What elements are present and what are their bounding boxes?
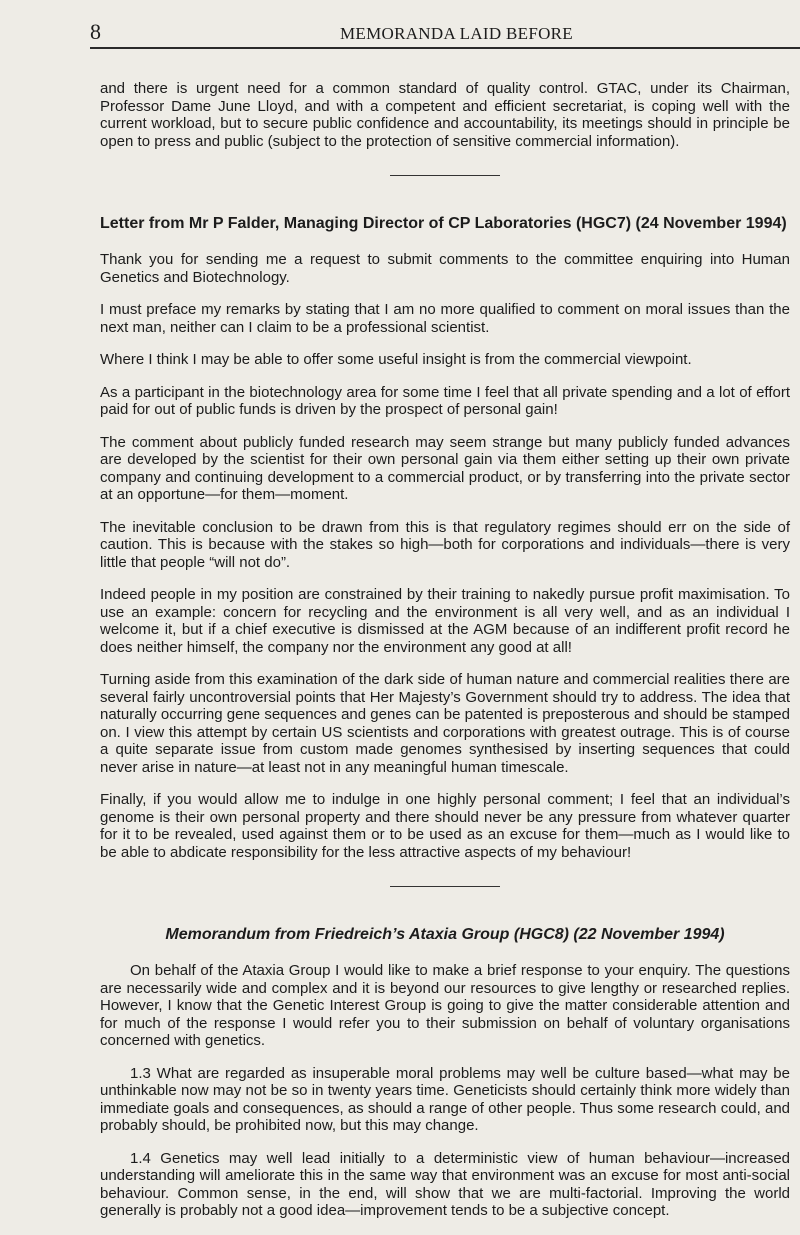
letter-paragraph: The inevitable conclusion to be drawn from this is that regulatory regimes should err on the side of caution. This is because with the stakes so high—both for corporations and individuals—there is very little that people “will not do”.	[100, 518, 790, 571]
letter-paragraph: As a participant in the biotechnology area for some time I feel that all private spending and a lot of effort paid for out of public funds is driven by the prospect of personal gain!	[100, 383, 790, 418]
memorandum-section	[100, 925, 790, 1220]
section-divider	[390, 175, 500, 176]
page-content	[100, 80, 790, 1235]
letter-paragraph: Thank you for sending me a request to submit comments to the committee enquiring into Human Genetics and Biotechnology.	[100, 251, 790, 286]
letter-paragraph: Turning aside from this examination of the dark side of human nature and commercial realities there are several fairly uncontroversial points that Her Majesty’s Government should try to address. The idea that naturally occurring gene sequences and genes can be patented is preposterous and should be stamped on. I view this attempt by certain US scientists and corporations with greatest outrage. This is of course a quite separate issue from custom made genomes synthesised by inserting sequences that could never arise in nature—at least not in any meaningful human timescale.	[100, 671, 790, 776]
running-header	[90, 20, 790, 50]
letter-paragraph: Where I think I may be able to offer some useful insight is from the commercial viewpoint.	[100, 351, 692, 368]
letter-paragraph: Indeed people in my position are constrained by their training to nakedly pursue profit maximisation. To use an example: concern for recycling and the environment is all very well, and as an individual I welcome it, but if a chief executive is dismissed at the AGM because of an indifferent profit record he does neither himself, the company nor the environment any good at all!	[100, 586, 790, 656]
header-rule	[90, 47, 800, 49]
letter-paragraph: Finally, if you would allow me to indulge in one highly personal comment; I feel that an individual’s genome is their own personal property and there should never be any pressure from whatever quarter for it to be revealed, used against them or to be used as an excuse for them—much as I would like to be able to abdicate responsibility for the less attractive aspects of my behaviour!	[100, 791, 790, 861]
section-divider	[390, 886, 500, 887]
page-number: 8	[90, 19, 101, 44]
letter-heading: Letter from Mr P Falder, Managing Director of CP Laboratories (HGC7) (24 November 1994)	[100, 215, 787, 232]
letter-section	[100, 214, 790, 861]
intro-paragraph: and there is urgent need for a common standard of quality control. GTAC, under its Chairman, Professor Dame June Lloyd, and with a competent and efficient secretariat, is coping well with the current workload, but to secure public confidence and accountability, its meetings should in principle be open to press and public (subject to the protection of sensitive commercial information).	[100, 80, 790, 150]
memorandum-paragraph: 1.4 Genetics may well lead initially to a deterministic view of human behaviour—increased understanding will ameliorate this in the same way that environment was an excuse for most anti-social behaviour. Common sense, in the end, will show that we are multi-factorial. Improving the world generally is probably not a good idea—improvement tends to be a subjective concept.	[100, 1149, 790, 1219]
memorandum-heading: Memorandum from Friedreich’s Ataxia Group (HGC8) (22 November 1994)	[165, 926, 725, 943]
memorandum-paragraph: 1.3 What are regarded as insuperable moral problems may well be culture based—what may be unthinkable now may not be so in twenty years time. Geneticists should certainly think more widely than immediate goals and consequences, as should a range of other people. Thus some research could, and probably should, be prohibited now, but this may change.	[100, 1064, 790, 1134]
memorandum-paragraph: On behalf of the Ataxia Group I would like to make a brief response to your enquiry. The questions are necessarily wide and complex and it is beyond our resources to give lengthy or researched replies. However, I know that the Genetic Interest Group is going to give the matter considerable attention and for much of the response I would refer you to their submission on behalf of voluntary organisations concerned with genetics.	[100, 962, 790, 1049]
letter-paragraph: The comment about publicly funded research may seem strange but many publicly funded advances are developed by the scientist for their own personal gain via them either setting up their own private company and continuing development to a commercial product, or by transferring into the private sector at an opportune—for them—moment.	[100, 433, 790, 503]
letter-paragraph: I must preface my remarks by stating that I am no more qualified to comment on moral issues than the next man, neither can I claim to be a professional scientist.	[100, 301, 790, 336]
running-title: MEMORANDA LAID BEFORE	[340, 24, 573, 43]
